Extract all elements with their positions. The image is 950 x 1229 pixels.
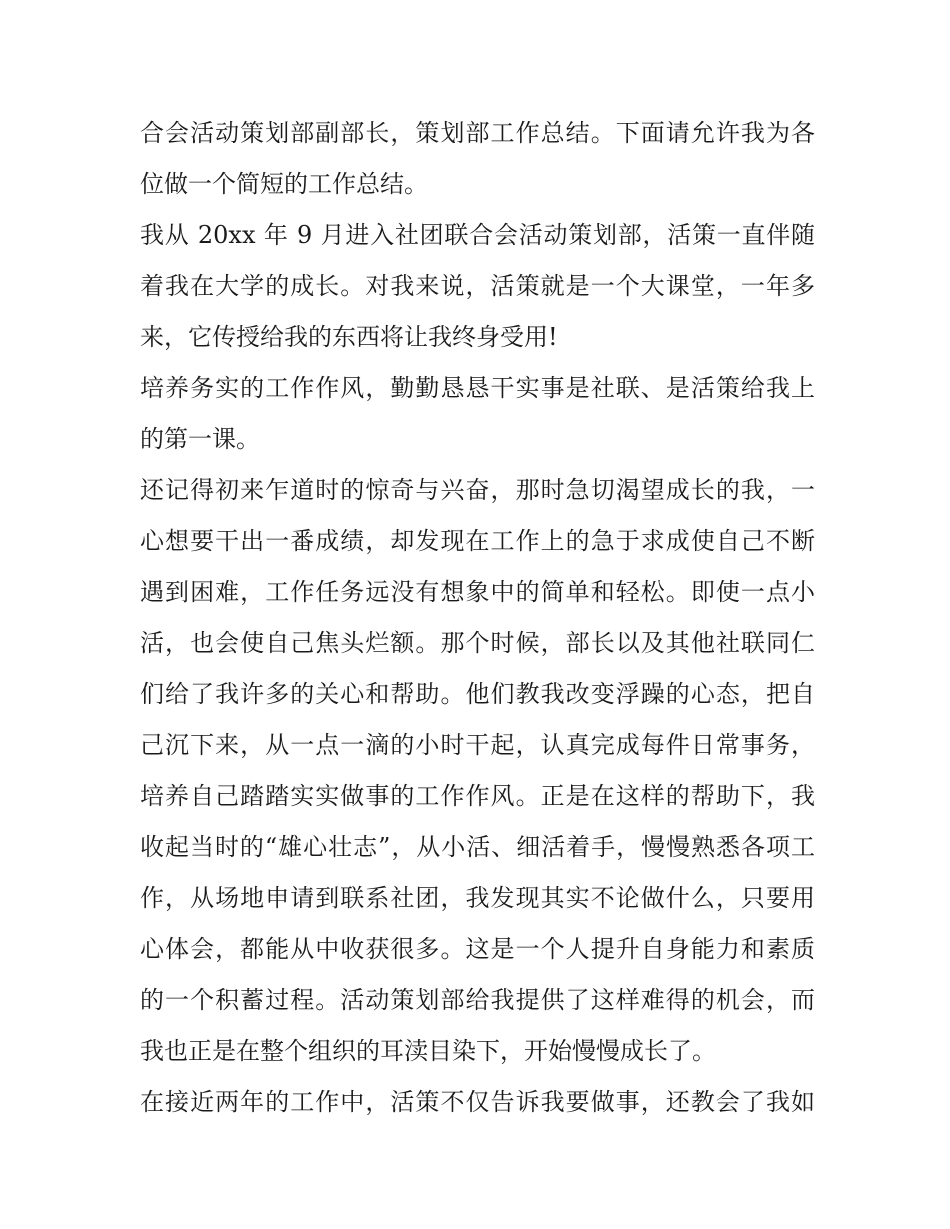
text-line-2: 位做一个简短的工作总结。 [140,170,428,198]
text-line-11: 活，也会使自己焦头烂额。那个时候，部长以及其他社联同仁 [140,629,815,657]
text-line-18: 的一个积蓄过程。活动策划部给我提供了这样难得的机会，而 [140,986,815,1014]
text-line-3: 我从 20xx 年 9 月进入社团联合会活动策划部，活策一直伴随 [140,221,815,249]
text-line-19: 我也正是在整个组织的耳渎目染下，开始慢慢成长了。 [140,1037,716,1065]
text-line-12: 们给了我许多的关心和帮助。他们教我改变浮躁的心态，把自 [140,680,815,708]
text-line-20: 在接近两年的工作中，活策不仅告诉我要做事，还教会了我如 [140,1088,815,1116]
text-line-17: 心体会，都能从中收获很多。这是一个人提升自身能力和素质 [140,935,815,963]
document-body [140,108,815,1128]
text-line-1: 合会活动策划部副部长，策划部工作总结。下面请允许我为各 [140,119,815,147]
text-line-14: 培养自己踏踏实实做事的工作作风。正是在这样的帮助下，我 [140,782,815,810]
text-line-10: 遇到困难，工作任务远没有想象中的简单和轻松。即使一点小 [140,578,815,606]
text-line-16: 作，从场地申请到联系社团，我发现其实不论做什么，只要用 [140,884,815,912]
text-line-9: 心想要干出一番成绩，却发现在工作上的急于求成使自己不断 [140,527,815,555]
text-line-4: 着我在大学的成长。对我来说，活策就是一个大课堂，一年多 [140,272,815,300]
text-line-13: 己沉下来，从一点一滴的小时干起，认真完成每件日常事务， [140,731,815,759]
text-line-7: 的第一课。 [140,425,260,453]
text-line-6: 培养务实的工作作风，勤勤恳恳干实事是社联、是活策给我上 [140,374,815,402]
text-line-5: 来，它传授给我的东西将让我终身受用! [140,323,558,351]
text-line-8: 还记得初来乍道时的惊奇与兴奋，那时急切渴望成长的我，一 [140,476,815,504]
text-line-15: 收起当时的“雄心壮志”，从小活、细活着手，慢慢熟悉各项工 [140,833,815,861]
